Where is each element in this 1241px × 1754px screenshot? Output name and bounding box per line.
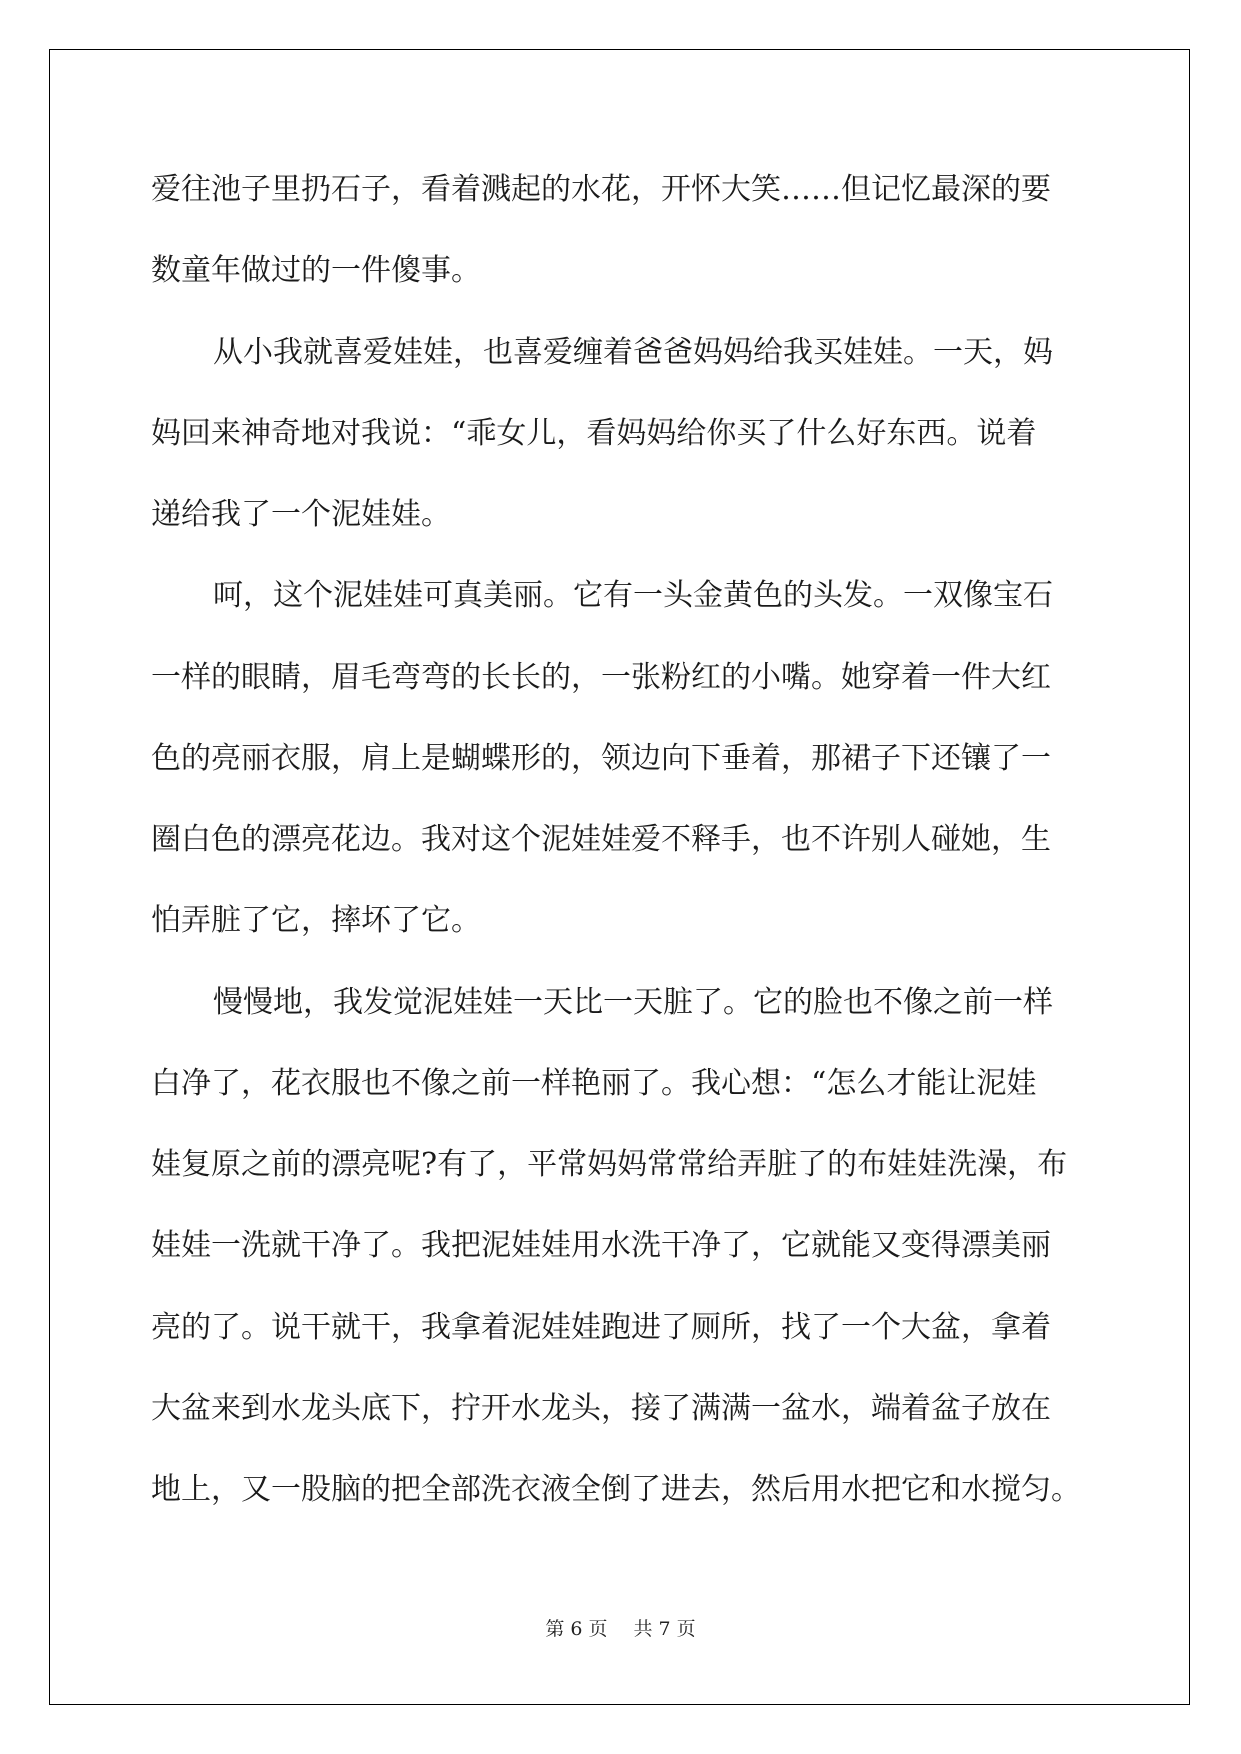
text-line: 地上，又一股脑的把全部洗衣液全倒了进去，然后用水把它和水搅匀。 bbox=[151, 1472, 1081, 1507]
text-line: 呵，这个泥娃娃可真美丽。它有一头金黄色的头发。一双像宝石 bbox=[213, 578, 1053, 613]
text-line: 娃娃一洗就干净了。我把泥娃娃用水洗干净了，它就能又变得漂美丽 bbox=[151, 1228, 1051, 1263]
text-line: 亮的了。说干就干，我拿着泥娃娃跑进了厕所，找了一个大盆，拿着 bbox=[151, 1310, 1051, 1345]
page-number: 第 6 页 bbox=[545, 1618, 608, 1640]
text-line: 怕弄脏了它，摔坏了它。 bbox=[151, 903, 481, 938]
text-line: 递给我了一个泥娃娃。 bbox=[151, 497, 451, 532]
page-border bbox=[49, 49, 1190, 1705]
text-line: 数童年做过的一件傻事。 bbox=[151, 253, 481, 288]
text-line: 大盆来到水龙头底下，拧开水龙头，接了满满一盆水，端着盆子放在 bbox=[151, 1391, 1051, 1426]
text-line: 妈回来神奇地对我说：“乖女儿，看妈妈给你买了什么好东西。说着 bbox=[151, 416, 1037, 451]
page-footer bbox=[0, 1614, 1241, 1641]
text-line: 从小我就喜爱娃娃，也喜爱缠着爸爸妈妈给我买娃娃。一天，妈 bbox=[213, 335, 1053, 370]
text-line: 一样的眼睛，眉毛弯弯的长长的，一张粉红的小嘴。她穿着一件大红 bbox=[151, 660, 1051, 695]
text-line: 娃复原之前的漂亮呢?有了，平常妈妈常常给弄脏了的布娃娃洗澡，布 bbox=[151, 1147, 1068, 1182]
text-line: 色的亮丽衣服，肩上是蝴蝶形的，领边向下垂着，那裙子下还镶了一 bbox=[151, 741, 1051, 776]
text-line: 慢慢地，我发觉泥娃娃一天比一天脏了。它的脸也不像之前一样 bbox=[213, 985, 1053, 1020]
page-total: 共 7 页 bbox=[633, 1618, 696, 1640]
text-line: 圈白色的漂亮花边。我对这个泥娃娃爱不释手，也不许别人碰她，生 bbox=[151, 822, 1051, 857]
text-line: 白净了，花衣服也不像之前一样艳丽了。我心想：“怎么才能让泥娃 bbox=[151, 1066, 1037, 1101]
text-line: 爱往池子里扔石子，看着溅起的水花，开怀大笑……但记忆最深的要 bbox=[151, 172, 1051, 207]
